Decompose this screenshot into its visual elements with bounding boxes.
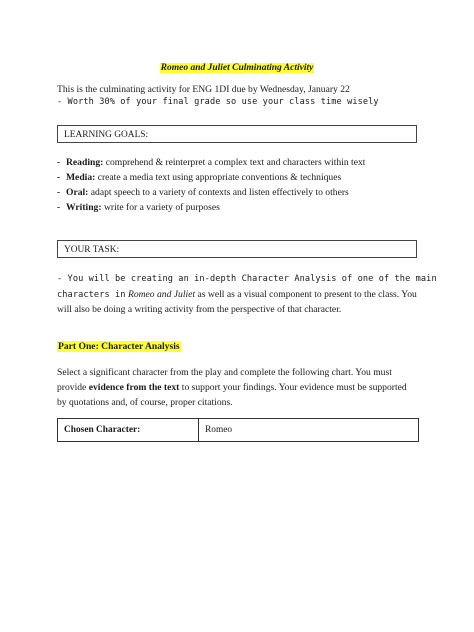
part-one-line-2 [57,382,407,393]
part-one-text: provide [57,382,89,393]
part-one-heading: Part One: Character Analysis [58,341,180,352]
goal-term: Media: [66,172,96,183]
goal-term: Oral: [66,187,89,198]
chosen-character-label: Chosen Character: [58,419,199,442]
goal-item: - Oral: adapt speech to a variety of contexts and listen effectively to others [57,187,349,198]
task-rest-1: as well as a visual component to present to the class. You [195,289,417,300]
part-one-text: to support your findings. Your evidence must be supported [179,382,407,393]
title-row [0,57,474,75]
evidence-emphasis: evidence from the text [88,382,180,393]
goal-item: - Media: create a media text using appropriate conventions & techniques [57,172,342,183]
task-line-1: - You will be creating an in-depth Character Analysis of one of the main [57,274,437,284]
goal-text: comprehend & reinterpret a complex text and characters within text [103,157,366,168]
task-line-2 [57,289,417,300]
intro-line: This is the culminating activity for ENG 1DI due by Wednesday, January 22 [57,84,350,95]
table-row [58,419,419,442]
goal-term: Writing: [66,202,102,213]
your-task-box [57,240,417,258]
goal-text: adapt speech to a variety of contexts and listen effectively to others [88,187,349,198]
learning-goals-label: LEARNING GOALS: [64,130,149,140]
goal-term: Reading: [66,157,104,168]
goal-item: - Writing: write for a variety of purposes [57,202,220,213]
chosen-character-table [57,418,419,442]
document-title: Romeo and Juliet Culminating Activity [160,63,314,73]
part-one-line-1: Select a significant character from the play and complete the following chart. You must [57,367,392,378]
task-mono-fragment: characters in [57,290,126,300]
chosen-character-value: Romeo [199,419,419,442]
task-line-3: will also be doing a writing activity from the perspective of that character. [57,304,342,315]
goal-text: create a media text using appropriate conventions & techniques [95,172,342,183]
your-task-label: YOUR TASK: [64,245,120,255]
play-title: Romeo and Juliet [127,289,196,300]
weight-line: - Worth 30% of your final grade so use your class time wisely [57,97,379,107]
goal-item: - Reading: comprehend & reinterpret a complex text and characters within text [57,157,366,168]
goal-text: write for a variety of purposes [101,202,220,213]
learning-goals-box [57,125,417,143]
part-one-line-3: by quotations and, of course, proper citations. [57,397,233,408]
